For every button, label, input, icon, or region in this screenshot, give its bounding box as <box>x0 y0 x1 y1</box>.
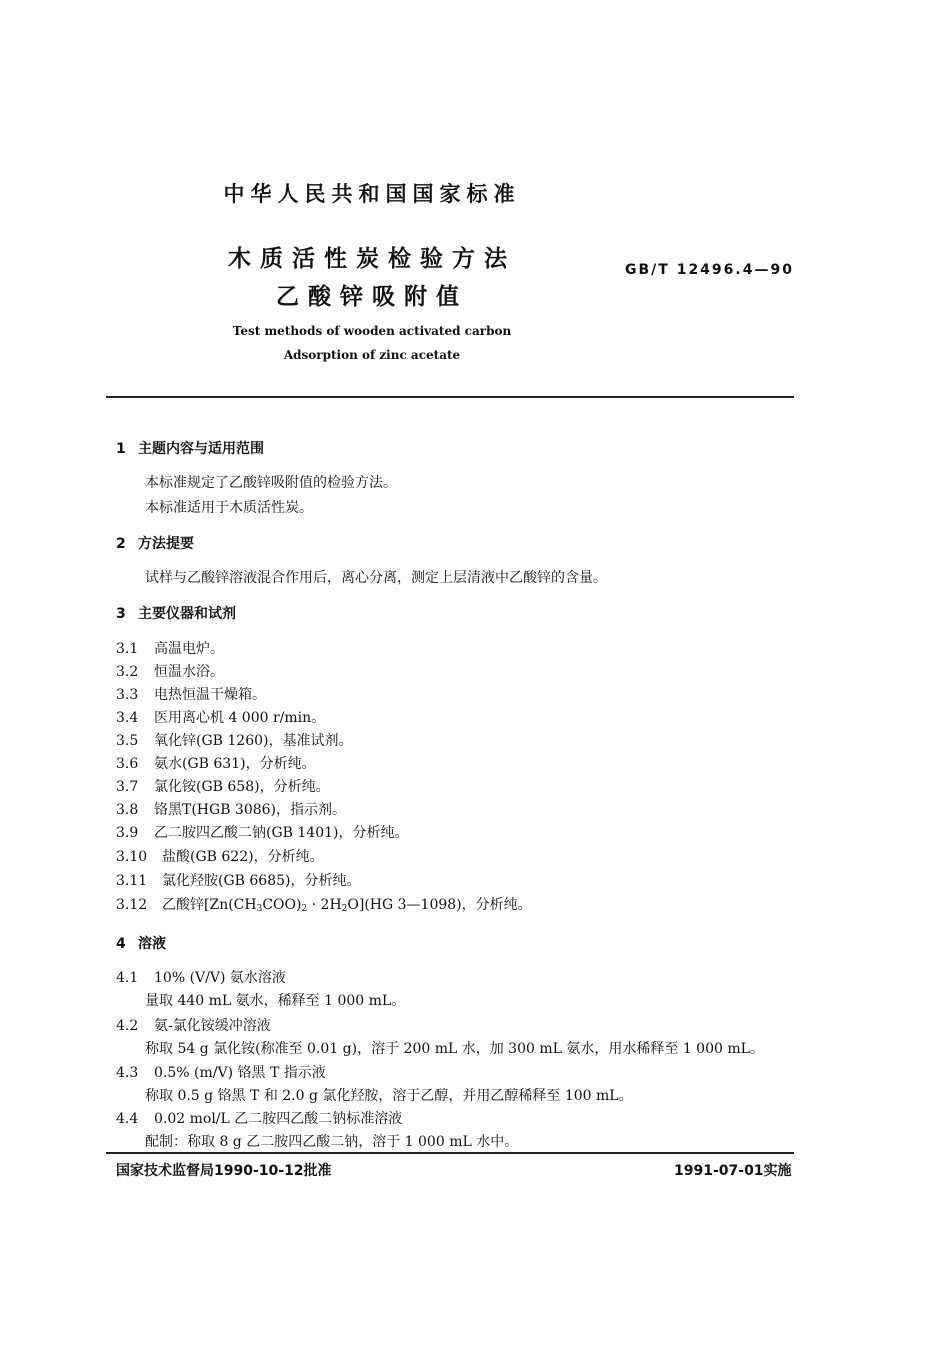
list-item <box>116 1108 402 1128</box>
paragraph: 本标准规定了乙酸锌吸附值的检验方法。 <box>145 475 397 491</box>
item-number: 3.2 <box>116 664 139 680</box>
section-number: 1 <box>116 441 126 457</box>
section-4-heading <box>116 933 166 953</box>
list-item <box>116 894 532 914</box>
section-1-heading <box>116 438 264 458</box>
footer-divider <box>106 1152 794 1154</box>
section-3-heading <box>116 603 236 623</box>
list-item <box>116 1015 271 1035</box>
national-standard-heading: 中华人民共和国国家标准 <box>223 182 521 206</box>
item-detail: 量取 440 mL 氨水，稀释至 1 000 mL。 <box>145 993 406 1009</box>
section-number: 4 <box>116 936 126 952</box>
item-text: 乙二胺四乙酸二钠(GB 1401)，分析纯。 <box>154 825 409 841</box>
item-text: 氯化羟胺(GB 6685)，分析纯。 <box>162 873 361 889</box>
list-item <box>116 730 352 750</box>
item-number: 3.11 <box>116 873 148 889</box>
item-text: 高温电炉。 <box>154 641 224 657</box>
list-item <box>116 846 324 866</box>
item-text: 铬黑T(HGB 3086)，指示剂。 <box>154 802 347 818</box>
item-text: 0.5% (m/V) 铬黑 T 指示液 <box>154 1065 326 1081</box>
list-item <box>116 753 316 773</box>
item-text: 10% (V/V) 氨水溶液 <box>154 970 286 986</box>
item-number: 3.10 <box>116 849 148 865</box>
list-item <box>116 870 360 890</box>
english-title-line2: Adsorption of zinc acetate <box>283 348 461 362</box>
paragraph: 本标准适用于木质活性炭。 <box>145 500 313 516</box>
item-number: 3.9 <box>116 825 139 841</box>
item-text: 医用离心机 4 000 r/min。 <box>154 710 326 726</box>
approval-date: 国家技术监督局1990-10-12批准 <box>116 1163 332 1179</box>
list-item <box>116 967 286 987</box>
list-item <box>116 638 224 658</box>
list-item <box>116 661 224 681</box>
item-number: 3.7 <box>116 779 139 795</box>
section-number: 2 <box>116 536 126 552</box>
item-text: 氧化锌(GB 1260)，基准试剂。 <box>154 733 353 749</box>
item-number: 3.5 <box>116 733 139 749</box>
item-number: 3.8 <box>116 802 139 818</box>
item-detail: 称取 0.5 g 铬黑 T 和 2.0 g 氯化羟胺，溶于乙醇，并用乙醇稀释至 100 mL。 <box>145 1088 633 1104</box>
item-number: 3.4 <box>116 710 139 726</box>
item-text: 盐酸(GB 622)，分析纯。 <box>162 849 324 865</box>
item-detail: 称取 54 g 氯化铵(称准至 0.01 g)，溶于 200 mL 水，加 300 mL 氨水，用水稀释至 1 000 mL。 <box>145 1041 764 1057</box>
header-divider <box>106 396 794 398</box>
item-number: 3.6 <box>116 756 139 772</box>
item-number: 3.12 <box>116 897 148 913</box>
document-title-line1: 木质活性炭检验方法 <box>228 246 516 272</box>
list-item <box>116 822 408 842</box>
item-number: 4.3 <box>116 1065 139 1081</box>
item-text: 电热恒温干燥箱。 <box>154 687 266 703</box>
section-number: 3 <box>116 606 126 622</box>
item-detail: 配制：称取 8 g 乙二胺四乙酸二钠，溶于 1 000 mL 水中。 <box>145 1134 519 1150</box>
standard-code: GB/T 12496.4—90 <box>625 262 794 278</box>
list-item <box>116 799 346 819</box>
item-text: 氯化铵(GB 658)，分析纯。 <box>154 779 330 795</box>
item-number: 4.1 <box>116 970 139 986</box>
list-item <box>116 707 325 727</box>
list-item <box>116 1062 326 1082</box>
section-title: 主要仪器和试剂 <box>138 606 236 622</box>
item-text: 0.02 mol/L 乙二胺四乙酸二钠标准溶液 <box>154 1111 403 1127</box>
english-title-line1: Test methods of wooden activated carbon <box>232 324 512 338</box>
list-item <box>116 684 266 704</box>
section-title: 溶液 <box>138 936 166 952</box>
section-title: 主题内容与适用范围 <box>138 441 264 457</box>
item-number: 3.3 <box>116 687 139 703</box>
item-text: 氨水(GB 631)，分析纯。 <box>154 756 316 772</box>
section-2-heading <box>116 533 194 553</box>
item-text: 恒温水浴。 <box>154 664 224 680</box>
item-number: 4.4 <box>116 1111 139 1127</box>
list-item <box>116 776 330 796</box>
item-text: 氨-氯化铵缓冲溶液 <box>154 1018 271 1034</box>
paragraph: 试样与乙酸锌溶液混合作用后，离心分离，测定上层清液中乙酸锌的含量。 <box>145 570 607 586</box>
item-number: 3.1 <box>116 641 139 657</box>
effective-date: 1991-07-01实施 <box>674 1163 792 1179</box>
section-title: 方法提要 <box>138 536 194 552</box>
item-text: 乙酸锌$[Zn(CH_3COO)_2 \cdot 2H_2O](HG$ 3—1098)，分析纯。 <box>162 897 532 914</box>
item-number: 4.2 <box>116 1018 139 1034</box>
document-title-line2: 乙酸锌吸附值 <box>276 284 468 310</box>
